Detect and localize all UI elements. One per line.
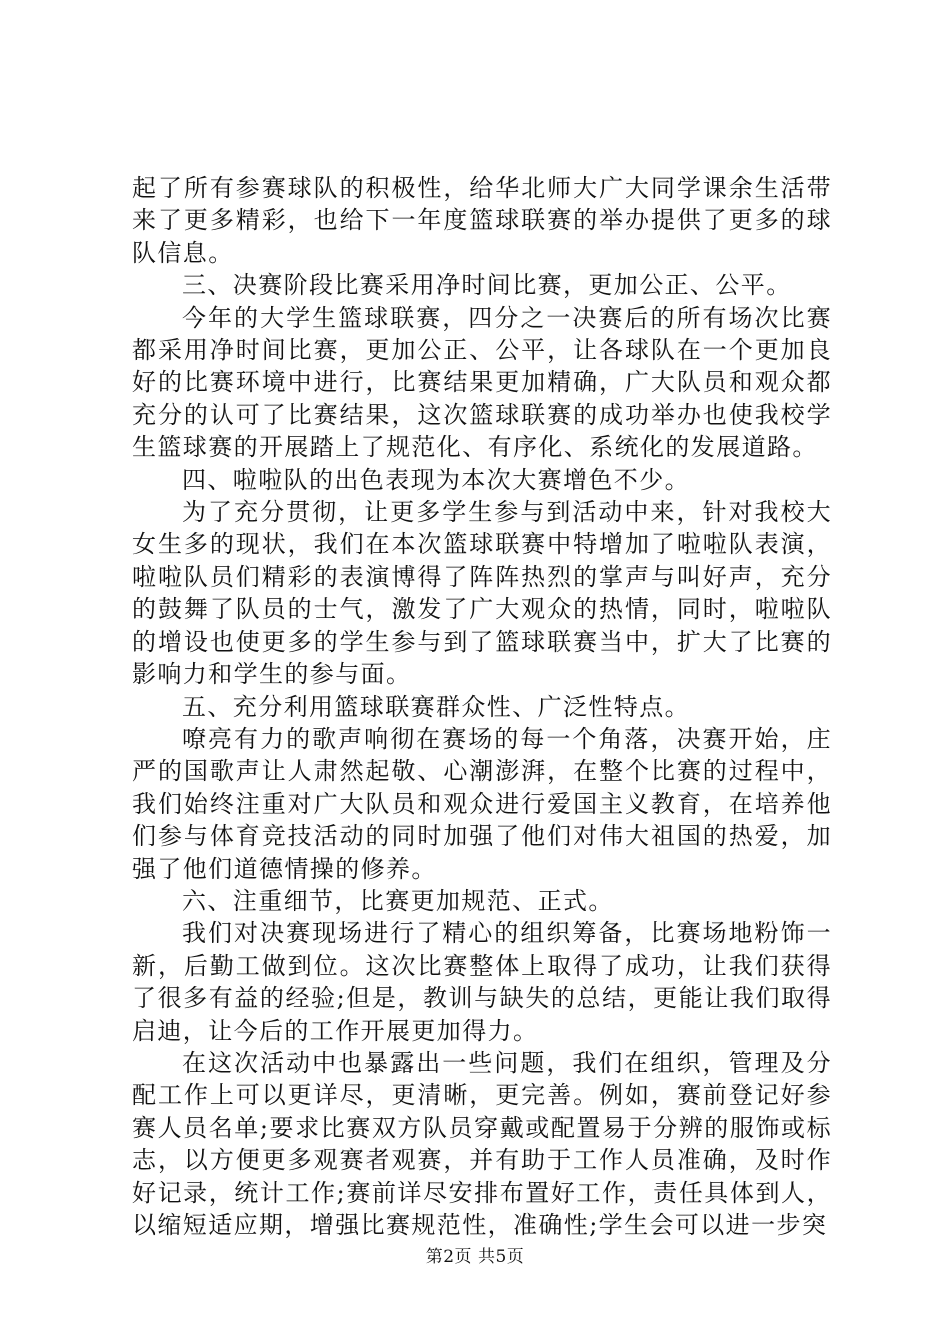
paragraph: 在这次活动中也暴露出一些问题，我们在组织，管理及分配工作上可以更详尽，更清晰，更完善。例如，赛前登记好参赛人员名单;要求比赛双方队员穿戴或配置易于分辨的服饰或标志，以方便更多观赛者观赛，并有助于工作人员准确，及时作好记录，统计工作;赛前详尽安排布置好工作，责任具体到人，以缩短适应期，增强比赛规范性，准确性;学生会可以进一步突 xyxy=(132,1048,832,1239)
paragraph-continuation: 起了所有参赛球队的积极性，给华北师大广大同学课余生活带来了更多精彩，也给下一年度篮球联赛的举办提供了更多的球队信息。 xyxy=(132,174,832,267)
section-heading-3: 三、决赛阶段比赛采用净时间比赛，更加公正、公平。 xyxy=(182,271,792,300)
document-body xyxy=(132,172,832,1241)
paragraph: 嘹亮有力的歌声响彻在赛场的每一个角落，决赛开始，庄严的国歌声让人肃然起敬、心潮澎湃，在整个比赛的过程中，我们始终注重对广大队员和观众进行爱国主义教育，在培养他们参与体育竞技活动的同时加强了他们对伟大祖国的热爱，加强了他们道德情操的修养。 xyxy=(132,724,832,883)
paragraph: 今年的大学生篮球联赛，四分之一决赛后的所有场次比赛都采用净时间比赛，更加公正、公平，让各球队在一个更加良好的比赛环境中进行，比赛结果更加精确，广大队员和观众都充分的认可了比赛结果，这次篮球联赛的成功举办也使我校学生篮球赛的开展踏上了规范化、有序化、系统化的发展道路。 xyxy=(132,303,832,462)
page-number-footer: 第2页 共5页 xyxy=(425,1247,525,1267)
paragraph: 为了充分贯彻，让更多学生参与到活动中来，针对我校大女生多的现状，我们在本次篮球联赛中特增加了啦啦队表演，啦啦队员们精彩的表演博得了阵阵热烈的掌声与叫好声，充分的鼓舞了队员的士气，激发了广大观众的热情，同时，啦啦队的增设也使更多的学生参与到了篮球联赛当中，扩大了比赛的影响力和学生的参与面。 xyxy=(132,498,832,689)
section-heading-6: 六、注重细节，比赛更加规范、正式。 xyxy=(182,886,614,915)
paragraph: 我们对决赛现场进行了精心的组织筹备，比赛场地粉饰一新，后勤工做到位。这次比赛整体上取得了成功，让我们获得了很多有益的经验;但是，教训与缺失的总结，更能让我们取得启迪，让今后的工作开展更加得力。 xyxy=(132,919,832,1045)
section-heading-5: 五、充分利用篮球联赛群众性、广泛性特点。 xyxy=(182,692,690,721)
section-heading-4: 四、啦啦队的出色表现为本次大赛增色不少。 xyxy=(182,465,690,494)
